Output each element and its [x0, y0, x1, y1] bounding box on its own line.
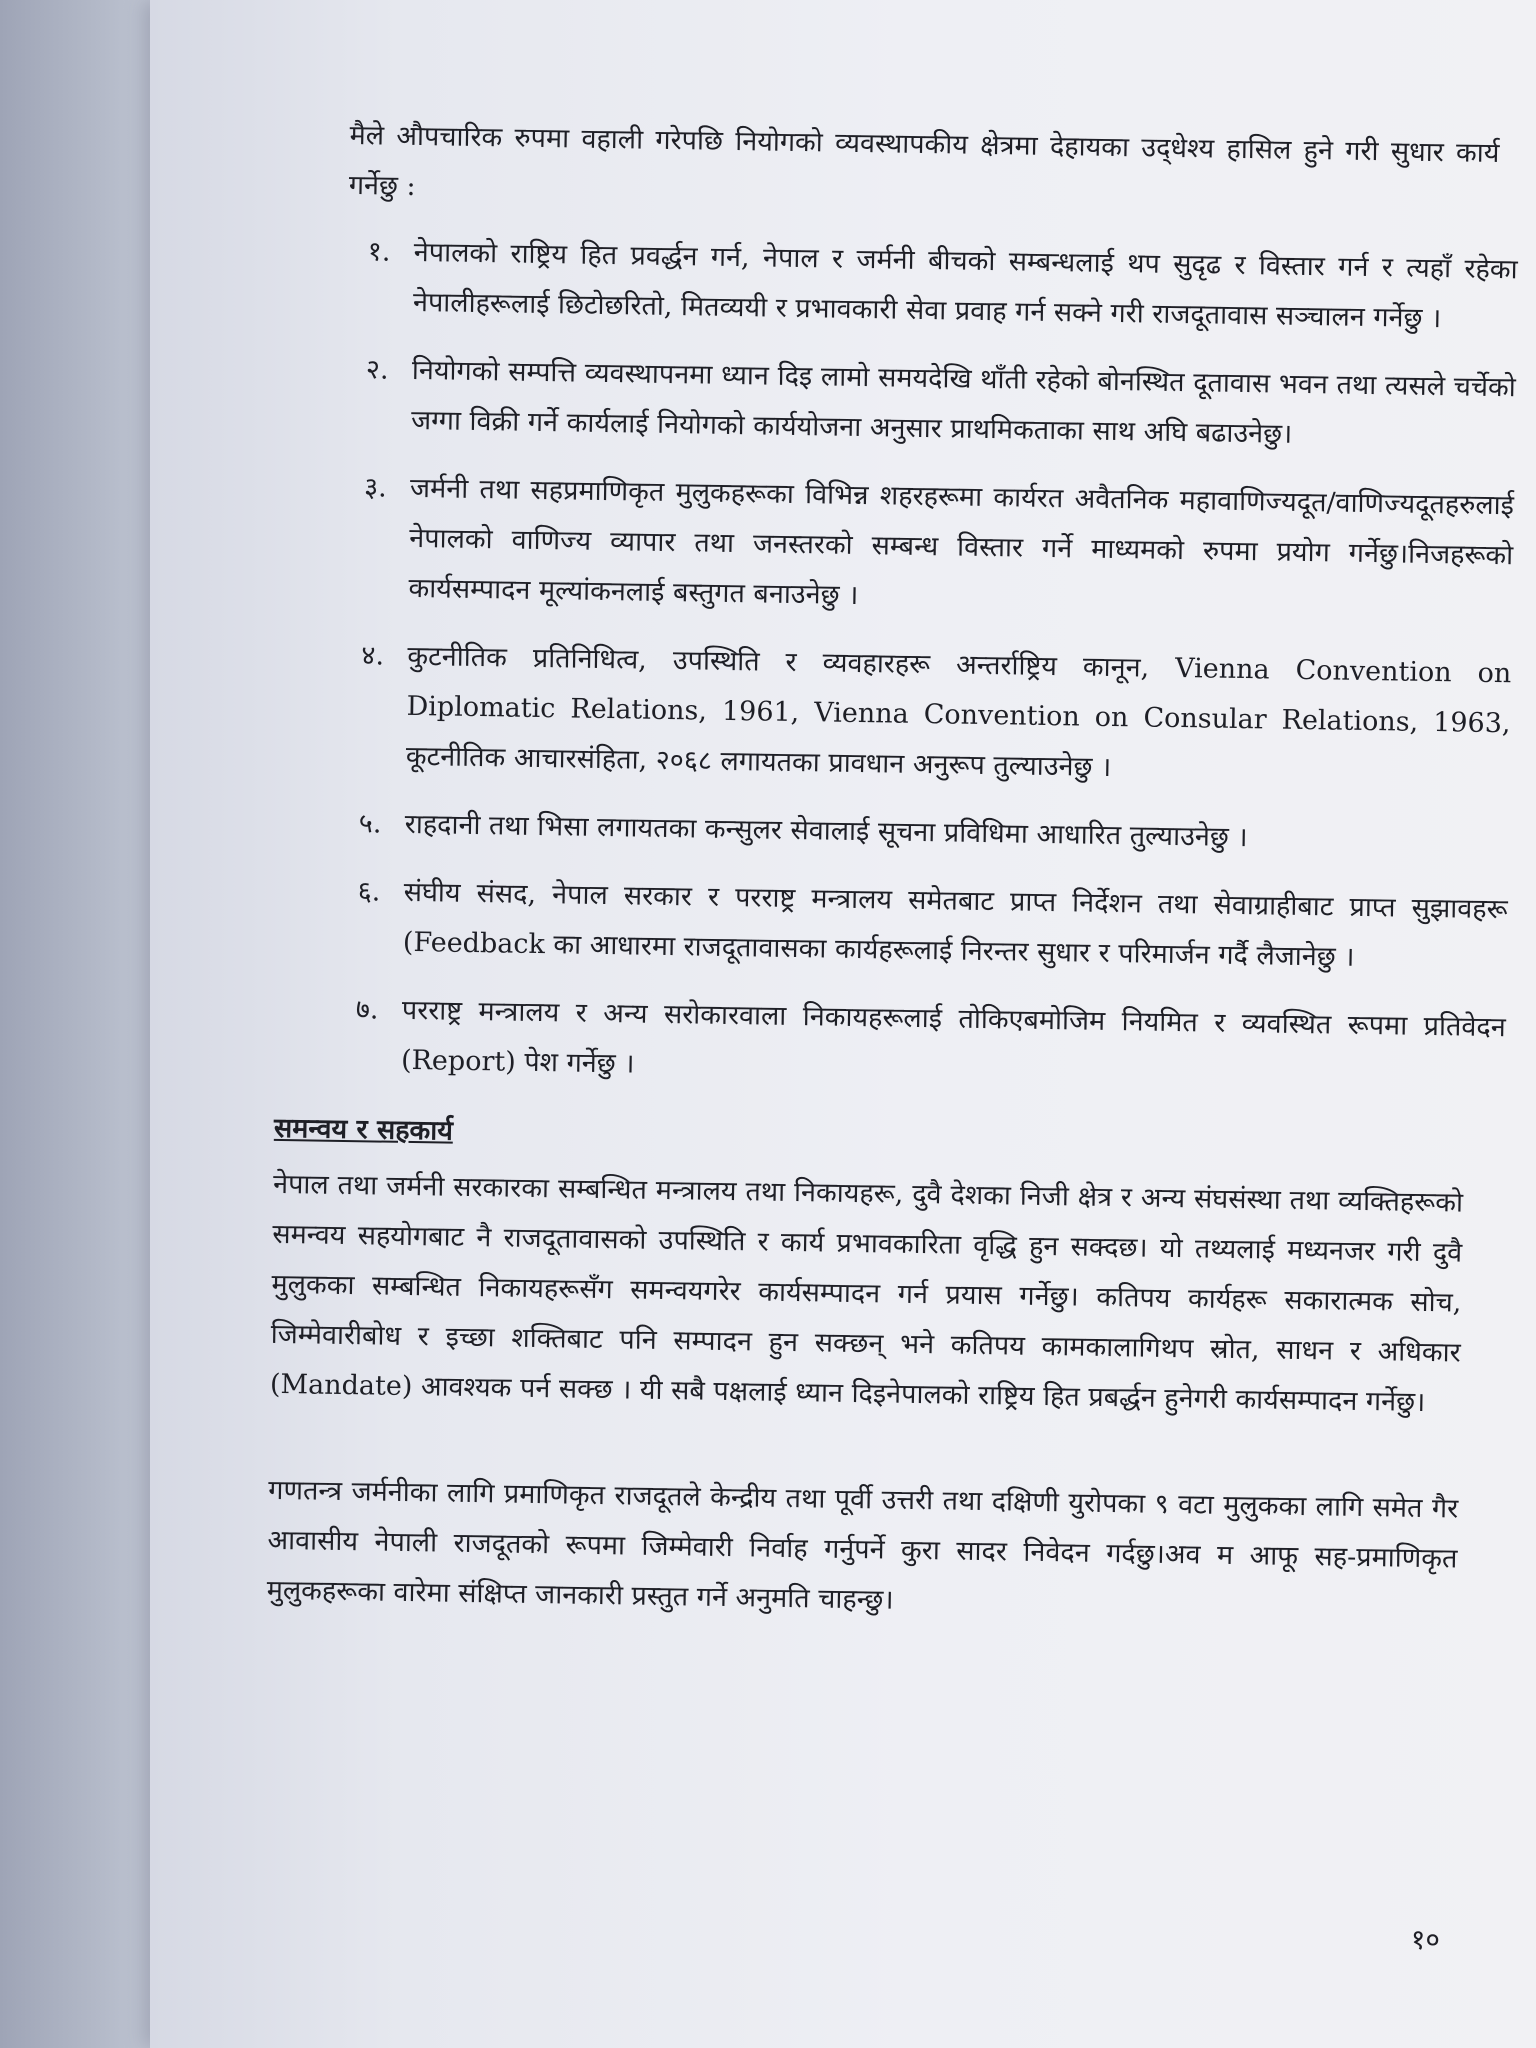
- list-item: [358, 799, 1509, 867]
- list-item: [355, 985, 1506, 1103]
- list-item-text: कुटनीतिक प्रतिनिधित्व, उपस्थिति र व्यवहारहरू अन्तर्राष्ट्रिय कानून, Vienna Convention on Diplomatic Relations, 1961, Vienna Convention on Consular Relations, 1963, कूटनीतिक आचारसंहिता, २०६८ लगायतका प्रावधान अनुरूप तुल्याउनेछु ।: [405, 640, 1512, 783]
- list-item-text: राहदानी तथा भिसा लगायतका कन्सुलर सेवालाई सूचना प्रविधिमा आधारित तुल्याउनेछु ।: [404, 808, 1248, 854]
- section-heading: समन्वय र सहकार्य: [273, 1112, 454, 1147]
- goals-list: [355, 227, 1528, 1103]
- list-item-number: ३.: [363, 472, 387, 504]
- list-item-number: ५.: [358, 808, 382, 840]
- list-item-number: २.: [365, 354, 389, 386]
- list-item: [359, 631, 1511, 799]
- list-item-text: जर्मनी तथा सहप्रमाणिकृत मुलुकहरूका विभिन्न शहरहरूमा कार्यरत अवैतनिक महावाणिज्यदूत/वाणिज्यदूतहरुलाई नेपालको वाणिज्य व्यापार तथा जनस्तरको सम्बन्ध विस्तार गर्ने माध्यमको रुपमा प्रयोग गर्नेछु।निजहरूको कार्यसम्पादन मूल्यांकनलाई बस्तुगत बनाउनेछु ।: [408, 472, 1515, 611]
- list-item-number: ७.: [355, 994, 379, 1026]
- list-item: [357, 867, 1508, 985]
- list-item: [362, 463, 1514, 631]
- coordination-paragraph: नेपाल तथा जर्मनी सरकारका सम्बन्धित मन्त्रालय तथा निकायहरू, दुवै देशका निजी क्षेत्र र अन्य संघसंस्था तथा व्यक्तिहरूको समन्वय सहयोगबाट नै राजदूतावासको उपस्थिति र कार्य प्रभावकारिता वृद्धि हुन सक्दछ। यो तथ्यलाई मध्यनजर गरी दुवै मुलुकका सम्बन्धित निकायहरूसँग समन्वयगरेर कार्यसम्पादन गर्न प्रयास गर्नेछु। कतिपय कार्यहरू सकारात्मक सोच, जिम्मेवारीबोध र इच्छा शक्तिबाट पनि सम्पादन हुन सक्छन् भने कतिपय कामकालागिथप स्रोत, साधन र अधिकार (Mandate) आवश्यक पर्न सक्छ । यी सबै पक्षलाई ध्यान दिइनेपालको राष्ट्रिय हित प्रबर्द्धन हुनेगरी कार्यसम्पादन गर्नेछु।: [269, 1168, 1464, 1418]
- list-item: [367, 227, 1518, 345]
- page-content: [266, 110, 1530, 1651]
- list-item-text: नेपालको राष्ट्रिय हित प्रवर्द्धन गर्न, नेपाल र जर्मनी बीचको सम्बन्धलाई थप सुदृढ र विस्तार गर्न र त्यहाँ रहेका नेपालीहरूलाई छिटोछरितो, मितव्ययी र प्रभावकारी सेवा प्रवाह गर्न सक्ने गरी राजदूतावास सञ्चालन गर्नेछु ।: [412, 236, 1518, 335]
- list-item-text: संघीय संसद, नेपाल सरकार र परराष्ट्र मन्त्रालय समेतबाट प्राप्त निर्देशन तथा सेवाग्राहीबाट प्राप्त सुझावहरू (Feedback का आधारमा राजदूतावासका कार्यहरूलाई निरन्तर सुधार र परिमार्जन गर्दै लैजानेछु ।: [402, 876, 1508, 973]
- document-page: [150, 0, 1536, 2048]
- closing-paragraph: गणतन्त्र जर्मनीका लागि प्रमाणिकृत राजदूतले केन्द्रीय तथा पूर्वी उत्तरी तथा दक्षिणी युरोपका ९ वटा मुलुकका लागि समेत गैर आवासीय नेपाली राजदूतको रूपमा जिम्मेवारी निर्वाह गर्नुपर्ने कुरा सादर निवेदन गर्दछु।अव म आफू सह-प्रमाणिकृत मुलुकहरूका वारेमा संक्षिप्त जानकारी प्रस्तुत गर्ने अनुमति चाहन्छु।: [266, 1474, 1459, 1616]
- list-item-number: ६.: [357, 876, 381, 908]
- list-item-number: १.: [367, 236, 391, 268]
- page-number: १०: [1410, 1923, 1440, 1956]
- list-item-text: परराष्ट्र मन्त्रालय र अन्य सरोकारवाला निकायहरूलाई तोकिएबमोजिम नियमित र व्यवस्थित रूपमा प्रतिवेदन (Report) पेश गर्नेछु ।: [400, 994, 1506, 1080]
- list-item: [365, 345, 1516, 463]
- intro-paragraph: मैले औपचारिक रुपमा वहाली गरेपछि नियोगको व्यवस्थापकीय क्षेत्रमा देहायका उद्‌धेश्य हासिल हुने गरी सुधार कार्य गर्नेछु :: [348, 119, 1500, 202]
- list-item-text: नियोगको सम्पत्ति व्यवस्थापनमा ध्यान दिइ लामो समयदेखि थाँती रहेको बोनस्थित दूतावास भवन तथा त्यसले चर्चेको जग्गा विक्री गर्ने कार्यलाई नियोगको कार्ययोजना अनुसार प्राथमिकताका साथ अघि बढाउनेछु।: [410, 354, 1517, 450]
- list-item-number: ४.: [361, 640, 385, 672]
